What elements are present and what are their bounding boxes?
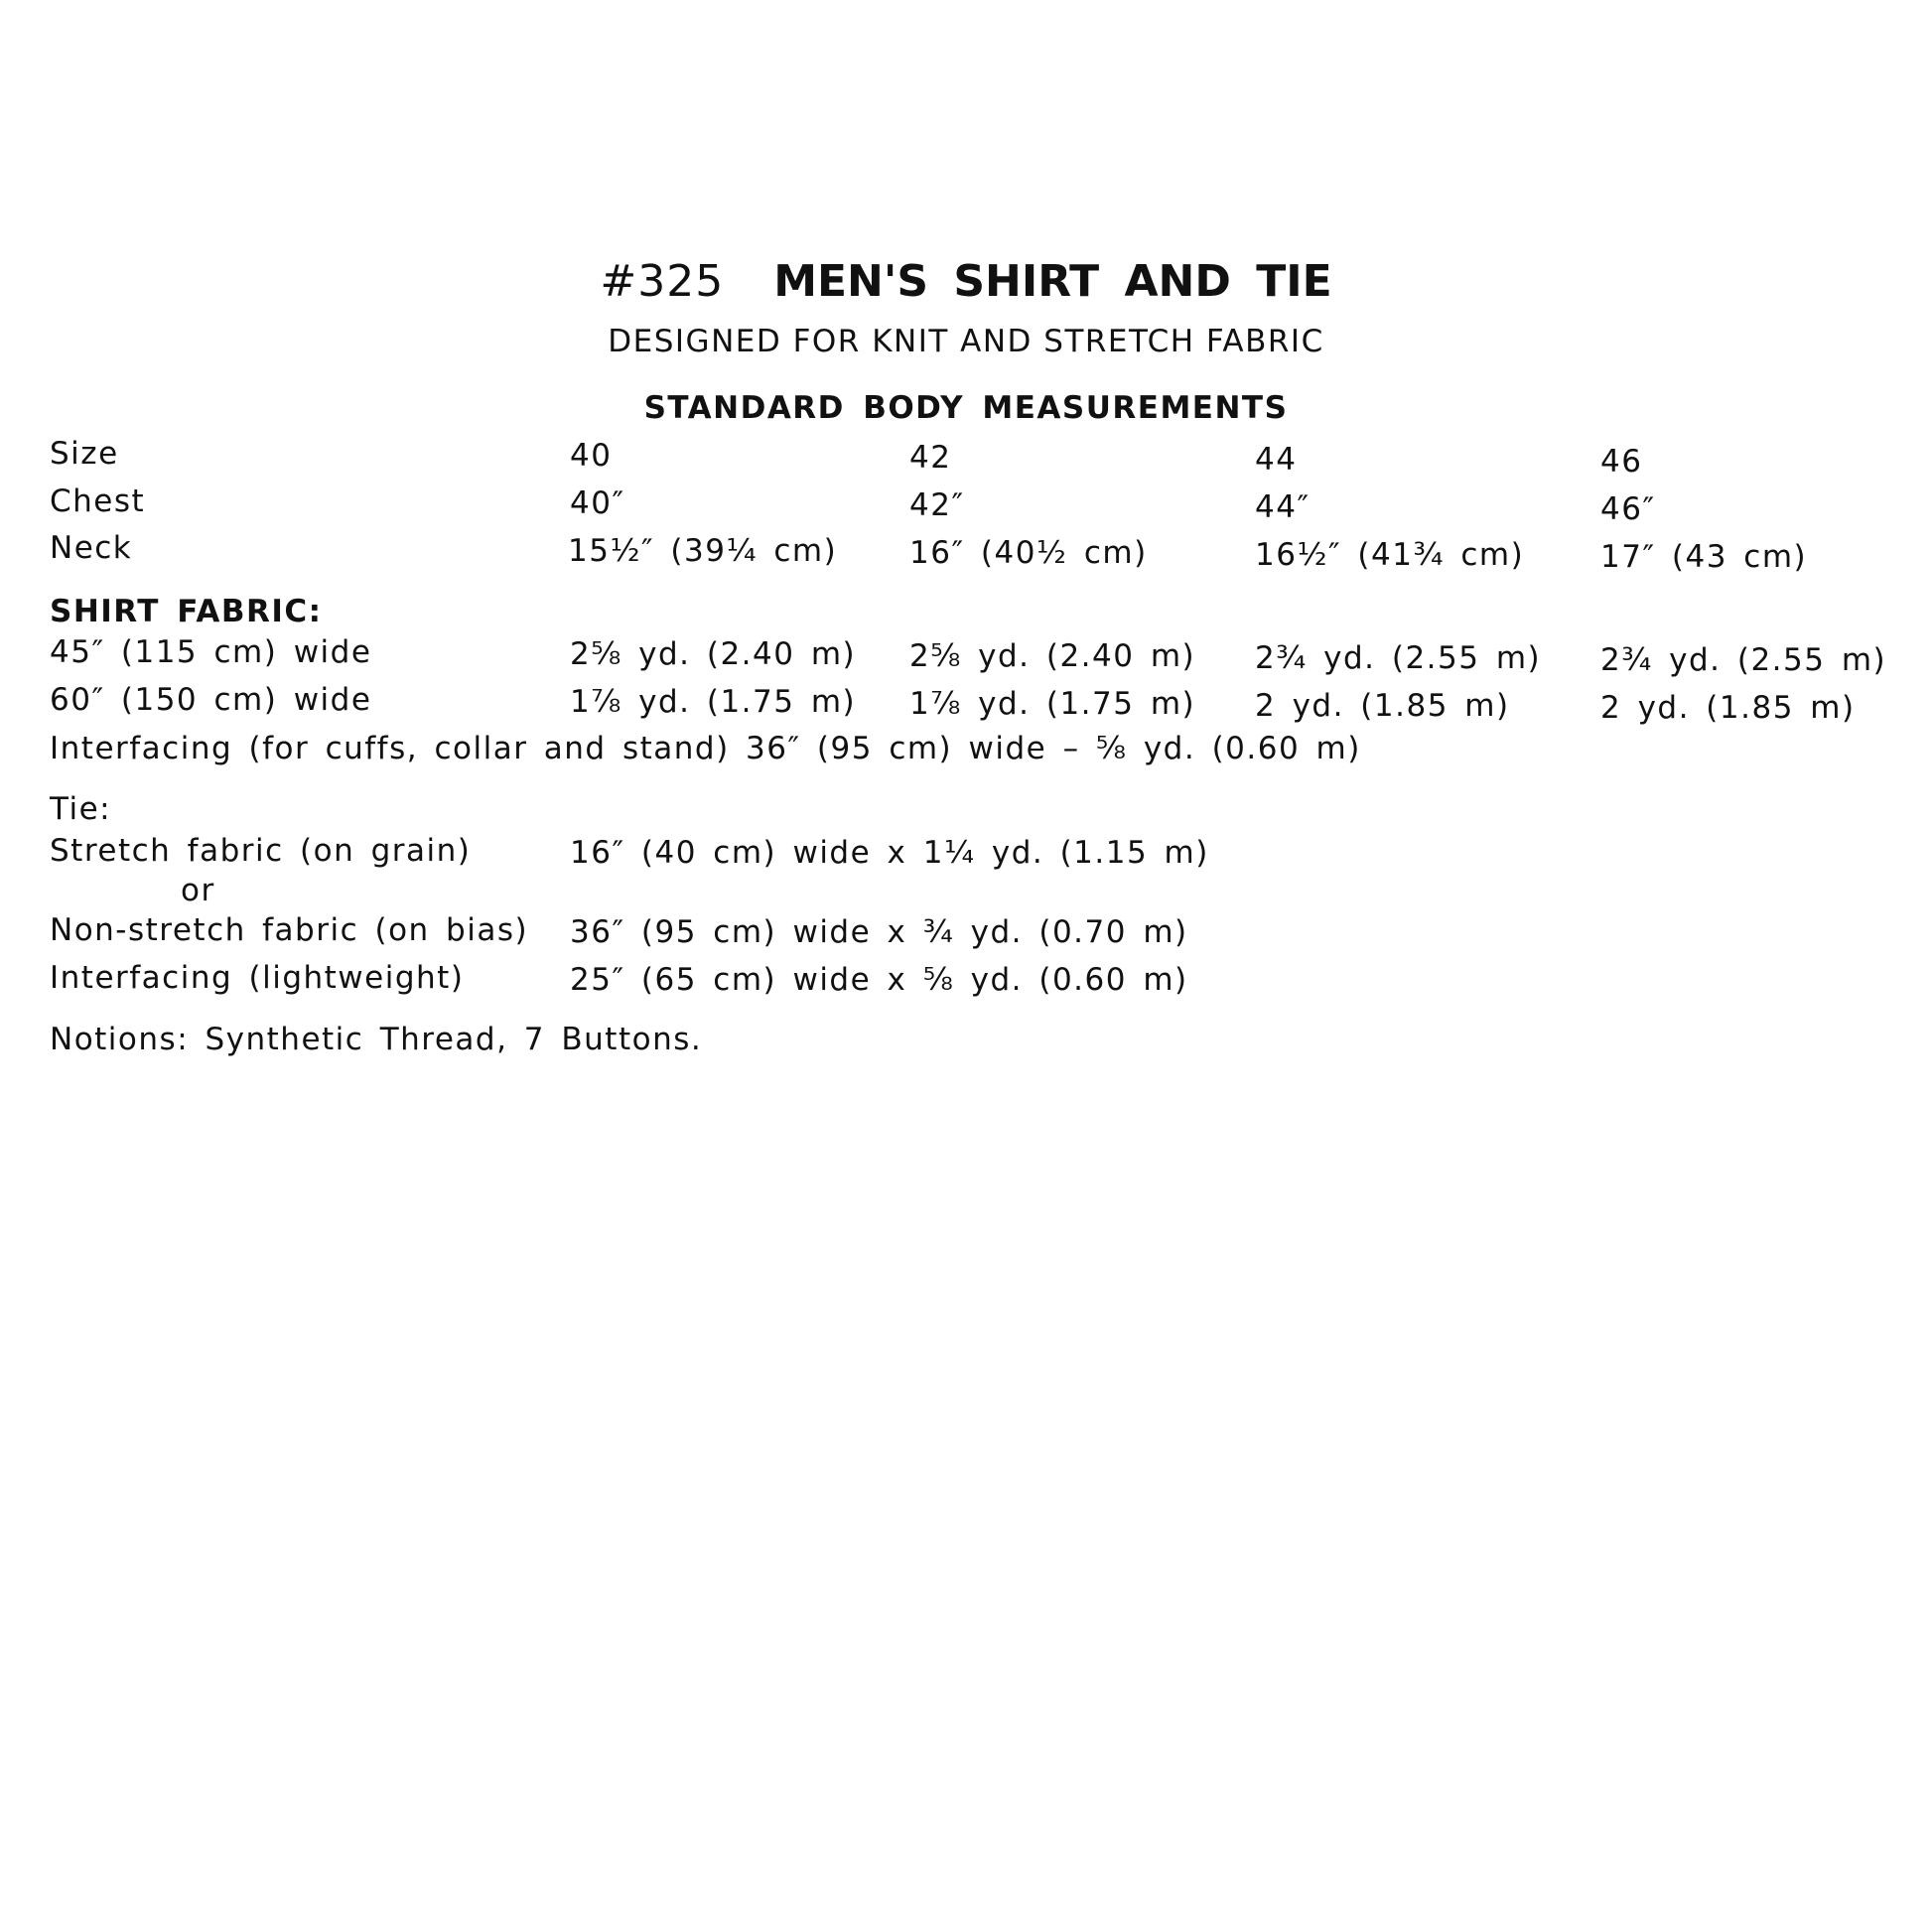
shirt-fabric-heading: SHIRT FABRIC: (50, 594, 323, 629)
tie-interfacing-label: Interfacing (lightweight) (50, 960, 465, 996)
fabric-yardage: 2 yd. (1.85 m) (1255, 688, 1510, 724)
tie-stretch-label: Stretch fabric (on grain) (50, 833, 472, 869)
fabric-yardage: 2⅝ yd. (2.40 m) (909, 638, 1196, 674)
tie-or: or (181, 873, 215, 908)
size-value: 40 (570, 438, 613, 474)
fabric-yardage: 1⅞ yd. (1.75 m) (909, 686, 1196, 722)
chest-label: Chest (50, 483, 146, 519)
neck-value: 16½″ (41¾ cm) (1255, 537, 1525, 573)
chest-value: 44″ (1255, 489, 1311, 525)
fabric-width-label: 60″ (150 cm) wide (50, 682, 372, 718)
tie-stretch-value: 16″ (40 cm) wide x 1¼ yd. (1.15 m) (570, 835, 1209, 871)
chest-value: 40″ (570, 485, 625, 521)
chest-value: 42″ (909, 487, 965, 523)
pattern-number: #325 (600, 256, 725, 307)
pattern-header (0, 256, 1932, 307)
fabric-yardage: 2¾ yd. (2.55 m) (1600, 642, 1887, 678)
tie-interfacing-value: 25″ (65 cm) wide x ⅝ yd. (0.60 m) (570, 962, 1188, 998)
fabric-width-label: 45″ (115 cm) wide (50, 634, 372, 670)
shirt-interfacing: Interfacing (for cuffs, collar and stand) 36″ (95 cm) wide – ⅝ yd. (0.60 m) (50, 731, 1361, 766)
chest-value: 46″ (1600, 491, 1656, 527)
tie-nonstretch-label: Non-stretch fabric (on bias) (50, 912, 529, 948)
tie-heading: Tie: (50, 791, 112, 827)
neck-value: 17″ (43 cm) (1600, 539, 1808, 575)
measurements-heading: STANDARD BODY MEASUREMENTS (643, 390, 1289, 426)
pattern-subtitle: DESIGNED FOR KNIT AND STRETCH FABRIC (608, 324, 1324, 359)
size-value: 46 (1600, 444, 1643, 480)
pattern-title: MEN'S SHIRT AND TIE (773, 256, 1332, 307)
tie-nonstretch-value: 36″ (95 cm) wide x ¾ yd. (0.70 m) (570, 914, 1188, 950)
neck-label: Neck (50, 530, 133, 566)
fabric-yardage: 1⅞ yd. (1.75 m) (570, 684, 857, 720)
size-value: 42 (909, 440, 952, 476)
notions: Notions: Synthetic Thread, 7 Buttons. (50, 1022, 703, 1057)
fabric-yardage: 2 yd. (1.85 m) (1600, 690, 1856, 726)
size-value: 44 (1255, 442, 1298, 478)
size-label: Size (50, 436, 119, 472)
fabric-yardage: 2¾ yd. (2.55 m) (1255, 640, 1542, 676)
neck-value: 16″ (40½ cm) (909, 535, 1148, 571)
neck-value: 15½″ (39¼ cm) (568, 533, 838, 569)
fabric-yardage: 2⅝ yd. (2.40 m) (570, 636, 857, 672)
